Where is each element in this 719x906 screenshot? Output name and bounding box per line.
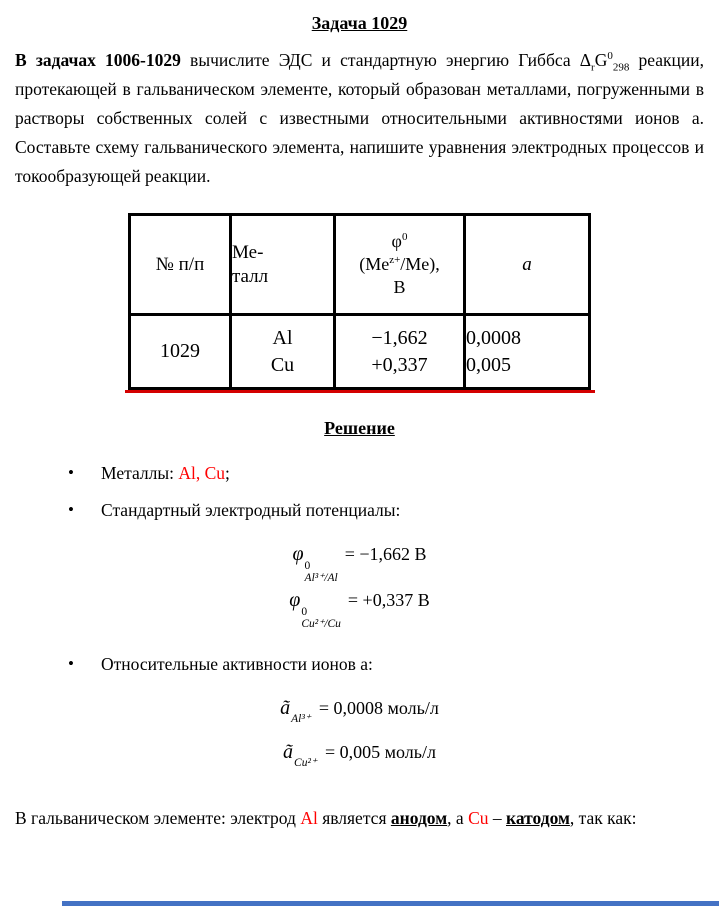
- a-value: = 0,005 моль/л: [324, 742, 436, 762]
- footer-seg2: является: [317, 808, 391, 828]
- cell-number-value: 1029: [160, 340, 200, 362]
- bullet-metals: [68, 461, 704, 485]
- potential-2: +0,337: [371, 353, 428, 376]
- header-potential: [335, 215, 465, 315]
- phi-symbol: φ: [292, 543, 304, 565]
- gibbs-sub: 298: [612, 61, 630, 74]
- a-value: = 0,0008 моль/л: [318, 698, 439, 718]
- solution-heading: Решение: [324, 418, 395, 438]
- footer-cathode: катодом: [506, 808, 570, 828]
- gibbs-sup: 0: [607, 50, 613, 63]
- intro-seg1: вычислите ЭДС и стандартную энергию Гиббса: [180, 50, 580, 70]
- bullet-marker: •: [68, 500, 74, 519]
- phi-unit: В: [393, 277, 406, 297]
- formula-phi-al: [15, 538, 704, 584]
- a-tilde-symbol: ã: [280, 697, 291, 719]
- phi-sup: 0: [301, 606, 308, 618]
- a-sub: Al³⁺: [291, 713, 311, 725]
- phi-symbol: φ: [391, 231, 402, 251]
- bullet3-text: Относительные активности ионов a:: [101, 654, 373, 674]
- bullet2-text: Стандартный электродный потенциалы:: [101, 500, 401, 520]
- cell-activities: [465, 315, 590, 389]
- bottom-blue-bar: [62, 901, 719, 906]
- metal-1: Al: [272, 326, 293, 349]
- activity-formulas: [15, 692, 704, 780]
- intro-lead: В задачах 1006-1029: [15, 50, 181, 70]
- potential-formulas: [15, 538, 704, 630]
- header-activity: [465, 215, 590, 315]
- bullet-marker: •: [68, 463, 74, 482]
- gibbs-g: G: [594, 50, 608, 70]
- activity-2: 0,005: [466, 353, 511, 376]
- cell-metals: [231, 315, 335, 389]
- conclusion-paragraph: [15, 804, 704, 833]
- a-tilde-symbol: ã: [283, 741, 294, 763]
- phi-value: = +0,337 В: [347, 590, 430, 610]
- phi-close: /Me),: [400, 254, 440, 274]
- a-sub: Cu²⁺: [294, 757, 317, 769]
- formula-a-cu: [15, 736, 704, 780]
- footer-seg3: , а: [447, 808, 469, 828]
- table-red-underline: [125, 390, 595, 393]
- footer-al: Al: [300, 808, 318, 828]
- gibbs-energy-term: [579, 50, 630, 74]
- phi-symbol: φ: [289, 589, 301, 611]
- phi-sub: Cu²⁺/Cu: [301, 618, 341, 630]
- intro-seg2: реакции, протекающей в гальваническом элементе, который образован металлами, погруженными в растворы собственных солей с известными относительными активностями ионов a. Составьте схему гальванического элемента, напишите уравнения электродных процессов и токообразующей реакции.: [15, 50, 704, 186]
- gibbs-delta: Δ: [579, 50, 592, 70]
- cell-potentials: [335, 315, 465, 389]
- header-metal-line2: талл: [232, 265, 269, 287]
- table-header-row: [130, 215, 590, 315]
- table-data-row: [130, 315, 590, 389]
- footer-seg5: , так как:: [569, 808, 637, 828]
- activity-1: 0,0008: [466, 326, 521, 349]
- phi-value: = −1,662 В: [344, 544, 427, 564]
- phi-sup: 0: [304, 560, 311, 572]
- footer-seg4: –: [488, 808, 506, 828]
- bullet-activities: [68, 652, 704, 676]
- metal-2: Cu: [270, 353, 295, 376]
- bullet1-metals: Al, Cu: [178, 463, 226, 483]
- gibbs-delta-sub: r: [591, 61, 595, 74]
- header-activity-label: a: [522, 253, 532, 275]
- formula-phi-cu: [15, 584, 704, 630]
- header-number-label: № п/п: [155, 253, 205, 275]
- bullet1-tail: ;: [225, 463, 230, 483]
- bullet-marker: •: [68, 654, 74, 673]
- page-title: Задача 1029: [311, 13, 408, 33]
- phi-open: (Me: [359, 254, 390, 274]
- bullet-metals-text: [101, 461, 230, 485]
- footer-anode: анодом: [390, 808, 448, 828]
- header-number: [130, 215, 231, 315]
- footer-seg1: В гальваническом элементе: электрод: [15, 808, 301, 828]
- phi-sup: 0: [401, 231, 408, 243]
- bullet-potentials: [68, 498, 704, 522]
- cell-number: [130, 315, 231, 389]
- problem-data-table: [128, 213, 591, 390]
- header-metal-line1: Ме-: [232, 241, 264, 263]
- formula-a-al: [15, 692, 704, 736]
- phi-supsub: [305, 560, 338, 584]
- phi-supsub: [301, 606, 341, 630]
- phi-sub: Al³⁺/Al: [304, 572, 338, 584]
- footer-cu: Cu: [468, 808, 489, 828]
- header-metal: [231, 215, 335, 315]
- intro-paragraph: [15, 46, 704, 191]
- bullet1-label: Металлы:: [101, 463, 179, 483]
- phi-charge: z+: [389, 254, 401, 266]
- potential-1: −1,662: [371, 326, 428, 349]
